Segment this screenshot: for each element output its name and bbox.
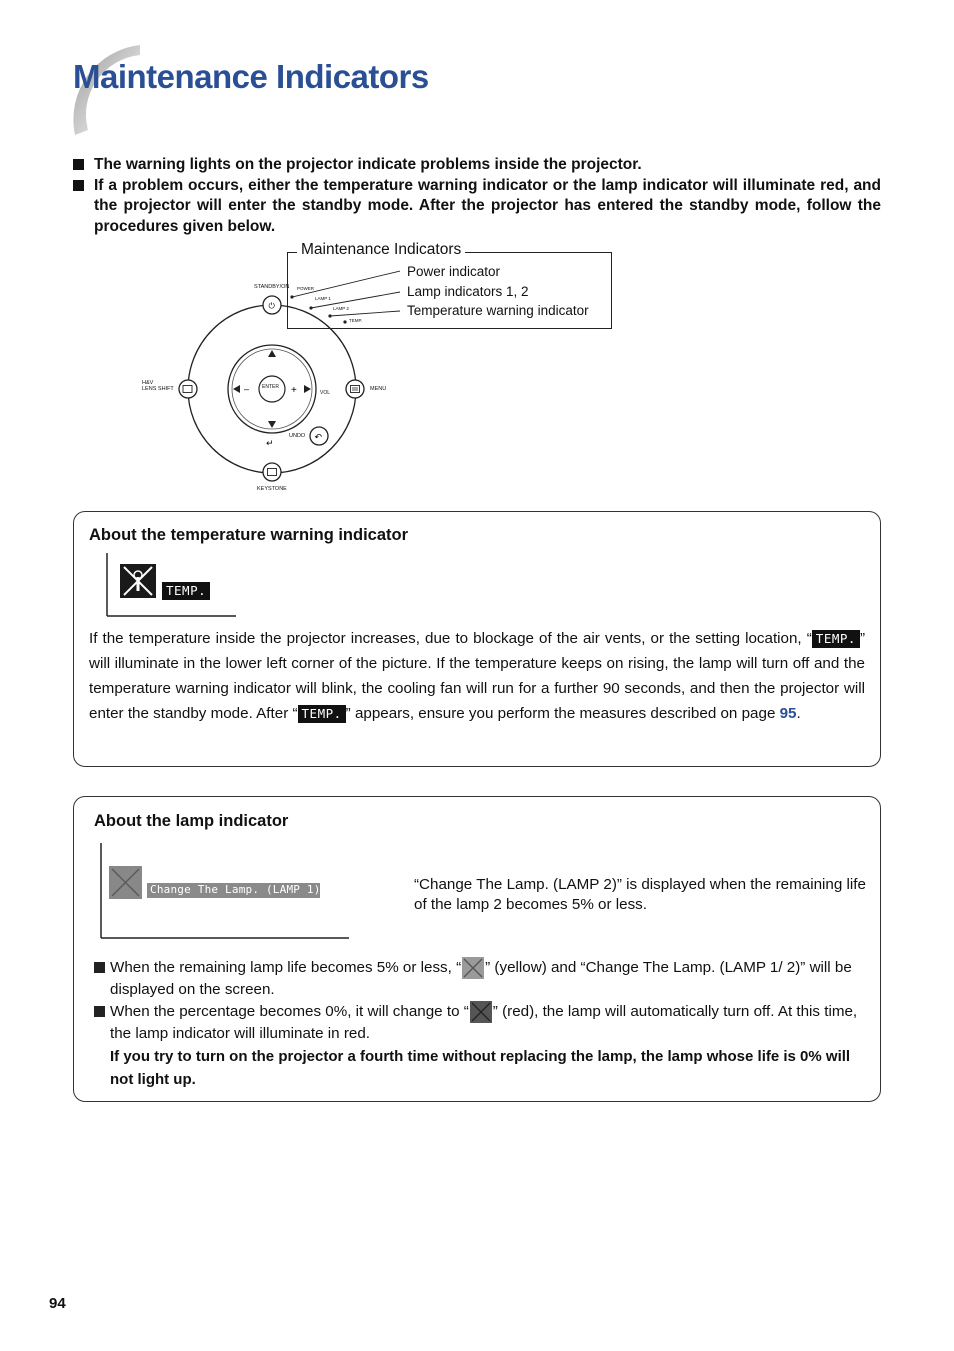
power-label: POWER bbox=[297, 286, 315, 291]
bullet-text: The warning lights on the projector indicate problems inside the projector. bbox=[94, 156, 642, 173]
lamp-item-text: ” (yellow) and “Change The Lamp. (LAMP 1/ 2)” will be displayed on the screen. bbox=[110, 959, 852, 999]
menu-button-outline bbox=[346, 380, 364, 398]
temp-osd-badge: TEMP. bbox=[162, 582, 210, 600]
svg-text:–: – bbox=[244, 384, 250, 394]
temperature-paragraph bbox=[89, 626, 865, 726]
temp-para-text: If the temperature inside the projector increases, due to blockage of the air vents, or the setting location, “ bbox=[89, 630, 812, 647]
lamp-section-heading: About the lamp indicator bbox=[94, 812, 289, 830]
svg-text:⏻: ⏻ bbox=[268, 301, 275, 311]
temp-inline-badge: TEMP. bbox=[298, 705, 346, 723]
temperature-indicator-label: Temperature warning indicator bbox=[407, 303, 589, 318]
lens-shift-label-line1: H&V bbox=[142, 380, 154, 386]
keystone-button-outline bbox=[263, 463, 281, 481]
temperature-section-heading: About the temperature warning indicator bbox=[89, 526, 409, 544]
lamp-osd-message: Change The Lamp. (LAMP 1) bbox=[150, 883, 321, 896]
undo-label: UNDO bbox=[289, 433, 306, 439]
lens-shift-button-outline bbox=[179, 380, 197, 398]
standby-on-label: STANDBY/ON bbox=[254, 284, 290, 290]
lamp1-label: LAMP 1 bbox=[315, 296, 331, 301]
page-title: Maintenance Indicators bbox=[73, 58, 429, 95]
lamp-bold-note: If you try to turn on the projector a fourth time without replacing the lamp, the lamp whose life is 0% will not light up. bbox=[110, 1048, 851, 1088]
power-indicator-label: Power indicator bbox=[407, 264, 501, 279]
lamp-item-text: ” (red), the lamp will automatically turn off. At this time, the lamp indicator will illuminate in red. bbox=[110, 1003, 858, 1043]
maintenance-callout-title: Maintenance Indicators bbox=[297, 241, 465, 259]
lamp-bullet-list bbox=[94, 957, 859, 1091]
bullet-square-icon bbox=[94, 1006, 105, 1017]
up-arrow-icon bbox=[268, 350, 276, 357]
lamp2-side-note: “Change The Lamp. (LAMP 2)” is displayed when the remaining life of the lamp 2 becomes 5% or less. bbox=[414, 876, 866, 913]
temp-para-text: ” will illuminate in the lower left corner of the picture. If the temperature keeps on rising, the lamp will turn off and the temperature warning indicator will blink, the cooling fan will run for a further 90 seconds, and then the projector will enter the standby mode. After “ bbox=[89, 630, 865, 722]
lens-shift-label-line2: LENS SHIFT bbox=[142, 386, 174, 392]
bullet-text: If a problem occurs, either the temperature warning indicator or the lamp indicator will illuminate red, and the projector will enter the standby mode. After the projector has entered the standby mode, follow the procedures given below. bbox=[94, 176, 881, 235]
temp-para-text: ” appears, ensure you perform the measures described on page bbox=[345, 705, 780, 722]
vol-label: VOL bbox=[320, 390, 331, 396]
lamp-yellow-icon bbox=[461, 957, 485, 979]
left-arrow-icon bbox=[233, 385, 240, 393]
lens-shift-label bbox=[142, 380, 174, 392]
bullet-square-icon bbox=[94, 962, 105, 973]
lamp-bullet-item bbox=[94, 957, 859, 1001]
lamp-item-text: When the remaining lamp life becomes 5% or less, “ bbox=[110, 959, 462, 977]
temp-para-text: . bbox=[796, 705, 801, 722]
right-arrow-icon bbox=[304, 385, 311, 393]
down-arrow-icon bbox=[268, 421, 276, 428]
lamp-red-icon bbox=[469, 1001, 493, 1023]
lamp-item-text: When the percentage becomes 0%, it will change to “ bbox=[110, 1003, 469, 1021]
menu-label: MENU bbox=[370, 386, 387, 392]
lamp-indicators-label: Lamp indicators 1, 2 bbox=[407, 284, 529, 299]
temp-inline-badge: TEMP. bbox=[812, 630, 860, 648]
keystone-label: KEYSTONE bbox=[257, 486, 287, 492]
page-number: 94 bbox=[49, 1295, 66, 1312]
lamp2-label: LAMP 2 bbox=[333, 306, 349, 311]
temp-panel-label: TEMP. bbox=[349, 318, 363, 323]
svg-text:↵: ↵ bbox=[266, 439, 274, 449]
svg-text:↶: ↶ bbox=[314, 433, 323, 443]
svg-text:+: + bbox=[291, 385, 297, 396]
lamp-bullet-item bbox=[94, 1001, 859, 1045]
enter-label: ENTER bbox=[262, 384, 279, 390]
page-95-link[interactable]: 95 bbox=[779, 705, 797, 722]
